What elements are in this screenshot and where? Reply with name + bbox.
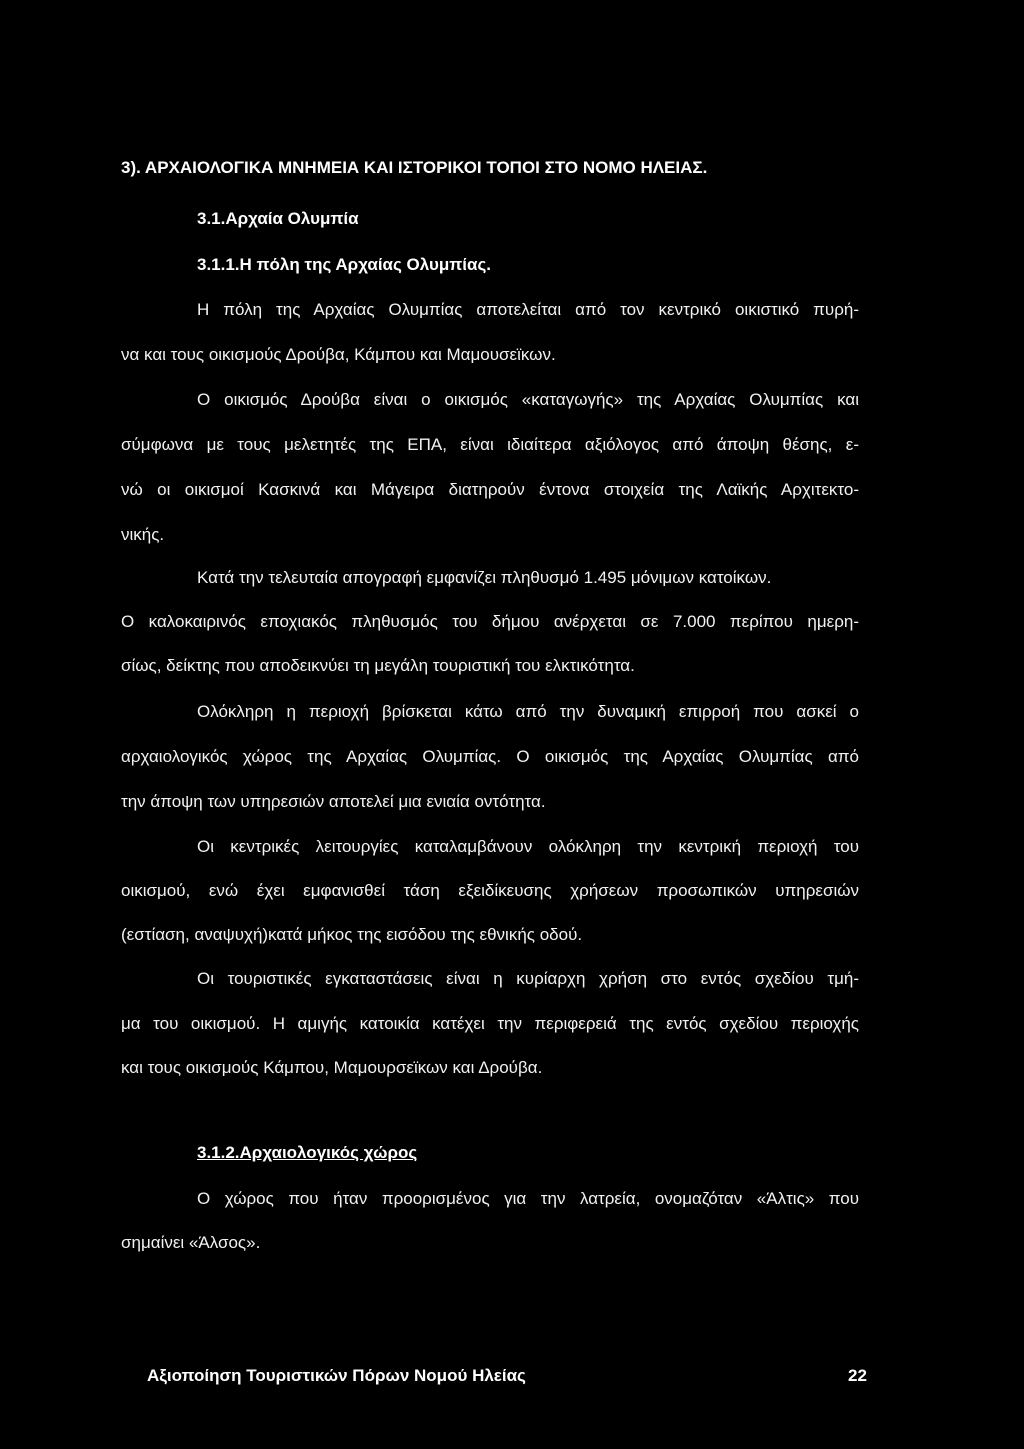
paragraph-line: Ολόκληρη η περιοχή βρίσκεται κάτω από την δυναμική επιρροή που ασκεί ο [197, 702, 859, 721]
paragraph-line: Ο καλοκαιρινός εποχιακός πληθυσμός του δήμου ανέρχεται σε 7.000 περίπου ημερη- [121, 612, 859, 631]
paragraph-line: και τους οικισμούς Κάμπου, Μαμουρσεϊκων και Δρούβα. [121, 1058, 543, 1077]
paragraph-line: Οι κεντρικές λειτουργίες καταλαμβάνουν ολόκληρη την κεντρική περιοχή του [197, 837, 859, 856]
paragraph-line: σύμφωνα με τους μελετητές της ΕΠΑ, είναι ιδιαίτερα αξιόλογος από άποψη θέσης, ε- [121, 435, 859, 454]
paragraph-line: Ο χώρος που ήταν προορισμένος για την λατρεία, ονομαζόταν «Άλτις» που [197, 1189, 859, 1208]
paragraph-line: να και τους οικισμούς Δρούβα, Κάμπου και Μαμουσεϊκων. [121, 345, 556, 364]
page-number: 22 [848, 1366, 867, 1385]
paragraph-line: μα του οικισμού. Η αμιγής κατοικία κατέχει την περιφερειά της εντός σχεδίου περιοχής [121, 1014, 859, 1033]
paragraph-line: σημαίνει «Άλσος». [121, 1233, 261, 1252]
footer-title: Αξιοποίηση Τουριστικών Πόρων Νομού Ηλείας [147, 1366, 526, 1385]
subsubsection-heading: 3.1.2.Αρχαιολογικός χώρος [197, 1143, 418, 1162]
paragraph-line: (εστίαση, αναψυχή)κατά μήκος της εισόδου της εθνικής οδού. [121, 925, 583, 944]
paragraph-line: Κατά την τελευταία απογραφή εμφανίζει πληθυσμό 1.495 μόνιμων κατοίκων. [197, 568, 772, 587]
section-title: 3). ΑΡΧΑΙΟΛΟΓΙΚΑ ΜΝΗΜΕΙΑ ΚΑΙ ΙΣΤΟΡΙΚΟΙ ΤΟΠΟΙ ΣΤΟ ΝΟΜΟ ΗΛΕΙΑΣ. [121, 158, 708, 177]
paragraph-line: την άποψη των υπηρεσιών αποτελεί μια ενιαία οντότητα. [121, 792, 546, 811]
paragraph-line: Οι τουριστικές εγκαταστάσεις είναι η κυρίαρχη χρήση στο εντός σχεδίου τμή- [197, 969, 859, 988]
footer-rule [147, 1360, 875, 1361]
paragraph-line: σίως, δείκτης που αποδεικνύει τη μεγάλη τουριστική του ελκτικότητα. [121, 656, 635, 675]
subsubsection-heading: 3.1.1.Η πόλη της Αρχαίας Ολυμπίας. [197, 255, 492, 274]
paragraph-line: νώ οι οικισμοί Κασκινά και Μάγειρα διατηρούν έντονα στοιχεία της Λαϊκής Αρχιτεκτο- [121, 480, 859, 499]
paragraph-line: Η πόλη της Αρχαίας Ολυμπίας αποτελείται από τον κεντρικό οικιστικό πυρή- [197, 300, 859, 319]
paragraph-line: αρχαιολογικός χώρος της Αρχαίας Ολυμπίας. Ο οικισμός της Αρχαίας Ολυμπίας από [121, 747, 859, 766]
paragraph-line: νικής. [121, 525, 165, 544]
paragraph-line: Ο οικισμός Δρούβα είναι ο οικισμός «καταγωγής» της Αρχαίας Ολυμπίας και [197, 390, 859, 409]
subsection-heading: 3.1.Αρχαία Ολυμπία [197, 209, 359, 228]
paragraph-line: οικισμού, ενώ έχει εμφανισθεί τάση εξειδίκευσης χρήσεων προσωπικών υπηρεσιών [121, 881, 859, 900]
